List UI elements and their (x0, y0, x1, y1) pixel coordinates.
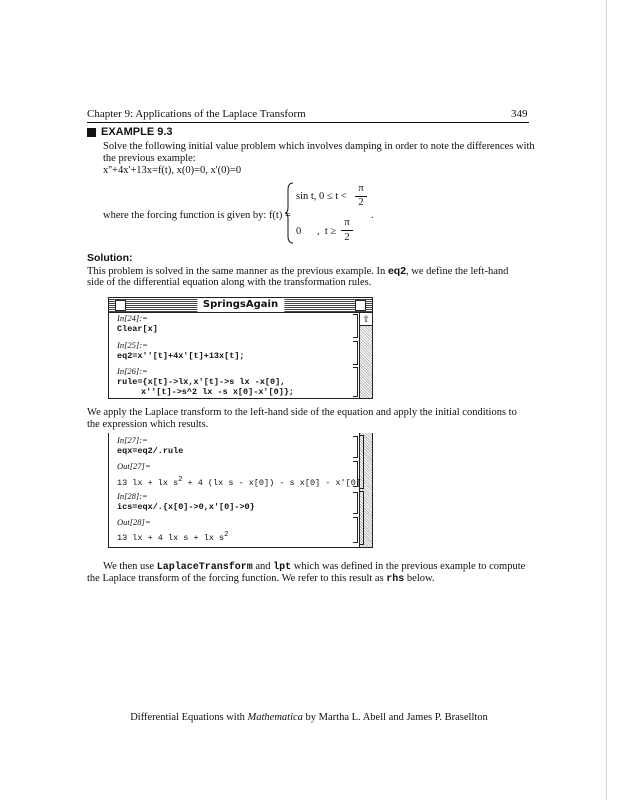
paragraph2-line2: the expression which results. (87, 419, 209, 430)
notebook-window-continued[interactable] (108, 433, 373, 548)
para3-text: the Laplace transform of the forcing function. We refer to this result as (87, 573, 384, 584)
para3-text: below. (406, 573, 435, 584)
paragraph2-line1: We apply the Laplace transform to the left-hand side of the equation and apply the initial conditions to (87, 407, 517, 418)
piecewise-case-1: sin t, 0 ≤ t < (296, 191, 347, 202)
cell-bracket[interactable] (353, 492, 358, 514)
cell-bracket[interactable] (353, 461, 358, 487)
case2-pi: π (344, 217, 350, 228)
window-titlebar[interactable] (109, 298, 372, 313)
vertical-scrollbar[interactable] (359, 313, 372, 398)
cell-bracket[interactable] (353, 367, 358, 397)
exponent: 2 (224, 531, 229, 539)
output-label: Out[27]= (117, 461, 151, 471)
piecewise-case-2: 0 , t ≥ (296, 226, 337, 237)
page-footer (0, 712, 618, 723)
header-rule (87, 122, 529, 123)
example-title: EXAMPLE 9.3 (101, 126, 173, 138)
group-bracket[interactable] (359, 435, 364, 489)
lpt-code: lpt (273, 562, 292, 573)
input-cell-code[interactable]: ics=eqx/.{x[0]->0,x'[0]->0} (117, 502, 255, 512)
para3-text: and (255, 561, 271, 572)
exponent: 2 (178, 476, 183, 484)
para3-text: which was defined in the previous example to compute (293, 561, 526, 572)
window-title: SpringsAgain (197, 298, 284, 312)
input-label: In[24]:= (117, 313, 148, 323)
rhs-code: rhs (386, 574, 405, 585)
output-cell-expression[interactable] (117, 531, 228, 543)
footer-italic: Mathematica (247, 712, 303, 723)
input-label: In[25]:= (117, 340, 148, 350)
solution-line2: side of the differential equation along with the transformation rules. (87, 277, 372, 288)
input-label: In[26]:= (117, 366, 148, 376)
input-cell-code[interactable]: eqx=eq2/.rule (117, 446, 184, 456)
case1-two: 2 (358, 197, 364, 208)
solution-line1-tail: , we define the left-hand (406, 266, 509, 277)
example-bullet-icon (87, 128, 96, 137)
paragraph3-line2 (87, 573, 435, 586)
running-header-chapter: Chapter 9: Applications of the Laplace Transform (87, 108, 306, 120)
ode-statement: x''+4x'+13x=f(t), x(0)=0, x'(0)=0 (103, 165, 242, 176)
cell-bracket[interactable] (353, 341, 358, 365)
eq2-code: eq2 (387, 265, 407, 277)
input-cell-code[interactable]: rule={x[t]->lx,x'[t]->s lx -x[0], (117, 377, 286, 387)
case2-fraction-bar (341, 230, 353, 231)
output-text: + 4 (lx s - x[0]) - s x[0] - x'[0] (182, 477, 361, 488)
output-text: 13 lx + lx s (117, 477, 179, 488)
cell-bracket[interactable] (353, 436, 358, 458)
case1-period: . (371, 210, 374, 221)
input-cell-code[interactable]: eq2=x''[t]+4x'[t]+13x[t]; (117, 351, 245, 361)
input-label: In[27]:= (117, 435, 148, 445)
case1-pi: π (358, 183, 364, 194)
input-label: In[28]:= (117, 491, 148, 501)
laplace-transform-code: LaplaceTransform (156, 562, 253, 573)
example-intro-line2: the previous example: (103, 153, 196, 164)
solution-line1-text: This problem is solved in the same manner as the previous example. In (87, 266, 386, 277)
notebook-window-springsagain[interactable] (108, 297, 373, 399)
solution-label: Solution: (87, 252, 133, 264)
input-cell-code[interactable]: x''[t]->s^2 lx -s x[0]-x'[0]}; (141, 387, 295, 397)
page-edge-rule (606, 0, 607, 800)
case2-two: 2 (344, 232, 350, 243)
scroll-up-arrow-icon[interactable]: ⇧ (360, 313, 372, 326)
example-intro-line1: Solve the following initial value problem which involves damping in order to note the differences with (103, 141, 535, 152)
cell-bracket[interactable] (353, 314, 358, 338)
footer-text: by Martha L. Abell and James P. Brasellton (302, 712, 488, 723)
output-cell-expression[interactable] (117, 476, 361, 488)
cell-bracket[interactable] (353, 517, 358, 543)
forcing-function-lead: where the forcing function is given by: f(t) = (103, 210, 291, 221)
close-box-icon[interactable] (115, 300, 126, 311)
zoom-box-icon[interactable] (355, 300, 366, 311)
group-bracket[interactable] (359, 491, 364, 545)
piecewise-brace (285, 182, 295, 244)
footer-text: Differential Equations with (130, 712, 248, 723)
input-cell-code[interactable]: Clear[x] (117, 324, 158, 334)
output-label: Out[28]= (117, 517, 151, 527)
page-number: 349 (511, 108, 528, 120)
para3-text: We then use (103, 561, 155, 572)
output-text: 13 lx + 4 lx s + lx s (117, 532, 225, 543)
